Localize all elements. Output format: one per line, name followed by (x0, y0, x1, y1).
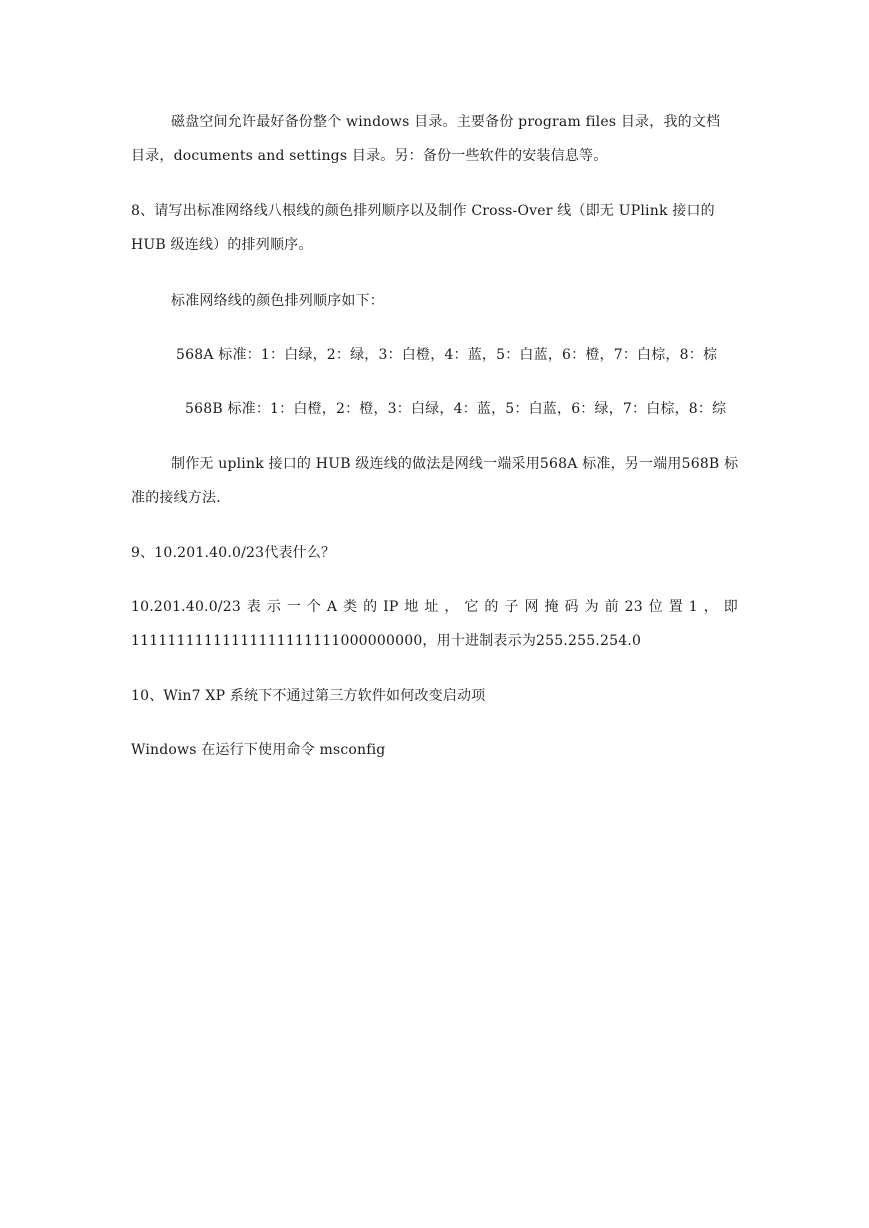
question-9: 9、10.201.40.0/23代表什么？ (131, 545, 336, 561)
q9-answer-word: 示 (266, 599, 282, 615)
standard-568a: 568A 标准：1：白绿，2：绿，3：白橙，4：蓝，5：白蓝，6：橙，7：白棕，8：棕 (176, 347, 718, 363)
q9-answer-word: 即 (723, 599, 738, 615)
q9-answer-word: 1 (688, 599, 698, 615)
q9-answer-word: A (326, 599, 338, 615)
question-9-answer-line-2: 11111111111111111111111000000000，用十进制表示为255.255.254.0 (131, 633, 642, 649)
q9-answer-word: 为 (584, 599, 599, 615)
question-8-line-1: 8、请写出标准网络线八根线的颜色排列顺序以及制作 Cross-Over 线（即无 UPlink 接口的 (131, 203, 715, 219)
question-8-line-2: HUB 级连线）的排列顺序。 (131, 237, 313, 253)
q9-answer-word: 的 (484, 599, 499, 615)
question-10: 10、Win7 XP 系统下不通过第三方软件如何改变启动项 (131, 688, 486, 704)
q9-answer-word: 23 (624, 599, 643, 615)
q9-answer-word: IP (383, 599, 399, 615)
standard-568b: 568B 标准：1：白橙，2：橙，3：白绿，4：蓝，5：白蓝，6：绿，7：白棕，8：综 (185, 401, 727, 417)
q9-answer-word: 掩 (544, 599, 559, 615)
q9-answer-word: 位 (648, 599, 663, 615)
q9-answer-word: ， (444, 599, 459, 615)
q9-answer-word: 网 (524, 599, 539, 615)
crossover-method-line-1: 制作无 uplink 接口的 HUB 级连线的做法是网线一端采用568A 标准，另一端用568B 标 (171, 456, 739, 472)
q9-answer-word: 的 (363, 599, 378, 615)
q9-answer-word: 置 (668, 599, 683, 615)
q9-answer-word: ， (703, 599, 718, 615)
q9-answer-word: 它 (464, 599, 479, 615)
question-9-answer-line-1 (131, 597, 738, 617)
backup-paragraph-line-1: 磁盘空间允许最好备份整个 windows 目录。主要备份 program files 目录，我的文档 (171, 114, 721, 130)
crossover-method-line-2: 准的接线方法. (131, 490, 221, 506)
q9-answer-word: 表 (246, 599, 261, 615)
q9-answer-word: 一 (286, 599, 302, 615)
q9-answer-word: 类 (343, 599, 358, 615)
q9-answer-word: 个 (306, 599, 322, 615)
color-order-intro: 标准网络线的颜色排列顺序如下： (171, 293, 384, 309)
q9-answer-word: 10.201.40.0/23 (131, 599, 241, 615)
backup-paragraph-line-2: 目录，documents and settings 目录。另：备份一些软件的安装信息等。 (131, 148, 608, 164)
question-10-answer: Windows 在运行下使用命令 msconfig (131, 742, 386, 758)
q9-answer-word: 地 (404, 599, 419, 615)
q9-answer-word: 前 (604, 599, 619, 615)
q9-answer-word: 码 (564, 599, 579, 615)
q9-answer-word: 子 (504, 599, 519, 615)
q9-answer-word: 址 (424, 599, 439, 615)
